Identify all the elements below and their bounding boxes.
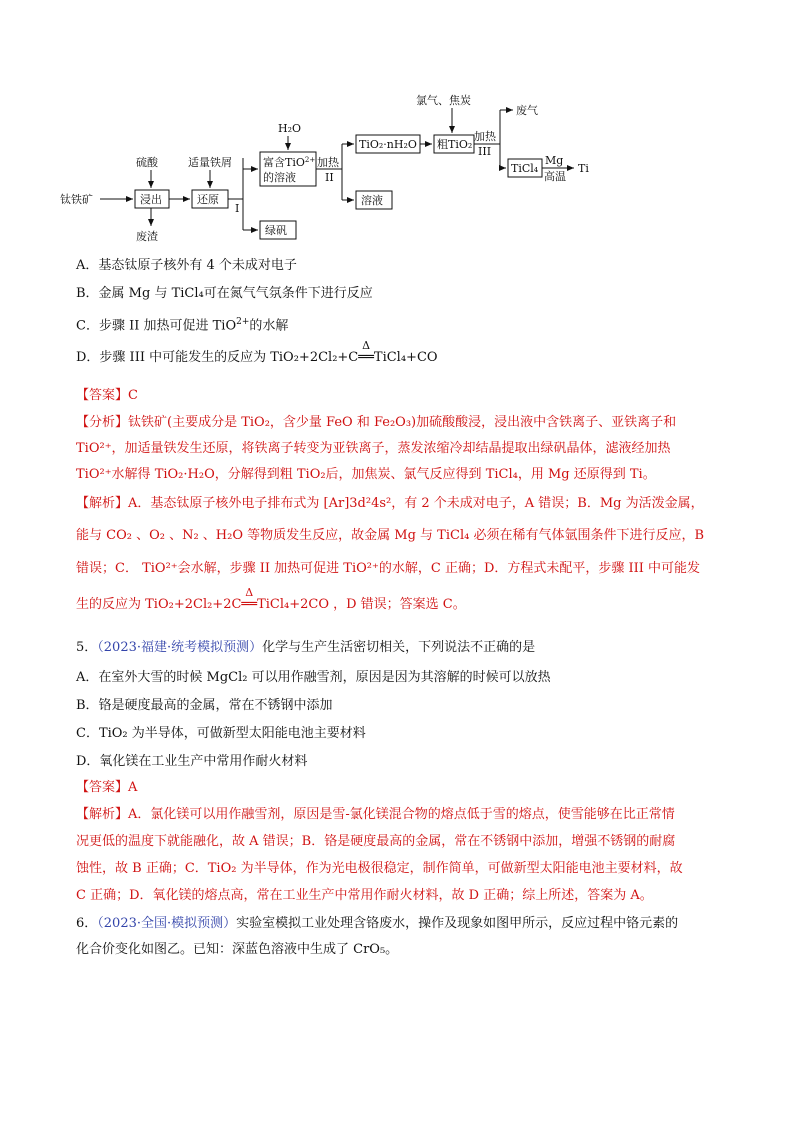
q5-option-c: C．TiO₂ 为半导体，可做新型太阳能电池主要材料 — [76, 726, 366, 741]
q4-option-d: D．步骤 III 中可能发生的反应为 TiO₂+2Cl₂+C Δ ══TiCl₄+CO — [76, 339, 438, 365]
q5-option-d: D．氧化镁在工业生产中常用作耐火材料 — [76, 754, 308, 769]
product-ti-label: Ti — [578, 162, 589, 175]
heat-three-label: 加热 — [474, 130, 496, 143]
q6-source-tag: （2023·全国·模拟预测） — [97, 916, 237, 931]
q4-explain-line3: 错误；C． TiO²⁺会水解，步骤 II 加热可促进 TiO²⁺的水解，C 正确；D．方程式未配平，步骤 III 中可能发 — [76, 561, 701, 576]
q4-explain-line2: 能与 CO₂ 、O₂ 、N₂ 、H₂O 等物质发生反应，故金属 Mg 与 TiCl₄ 必须在稀有气体氩围条件下进行反应，B — [76, 528, 704, 543]
heat-two-label: 加热 — [317, 156, 339, 169]
q4-explain-line1: 【解析】A．基态钛原子核外电子排布式为 [Ar]3d²4s²，有 2 个未成对电子，A 错误；B．Mg 为活泼金属， — [76, 496, 704, 511]
q5-stem: 5．（2023·福建·统考模拟预测）化学与生产生活密切相关，下列说法不正确的是 — [76, 640, 536, 655]
ticl4-label: TiCl₄ — [511, 162, 539, 175]
water-label: H₂O — [278, 122, 302, 135]
q4-option-a: A．基态钛原子核外有 4 个未成对电子 — [76, 258, 297, 273]
step-one-label: I — [235, 202, 240, 215]
step-two-label: II — [325, 171, 334, 184]
hydrate-label: TiO₂·nH₂O — [359, 138, 417, 151]
q6-stem-line2: 化合价变化如图乙。已知：深蓝色溶液中生成了 CrO₅。 — [76, 942, 399, 957]
high-temp-label: 高温 — [544, 170, 566, 183]
q5-answer: 【答案】A — [76, 780, 138, 795]
solution-two-label: 溶液 — [361, 194, 383, 207]
solution-box-line2: 的溶液 — [263, 171, 296, 184]
q4-explain-line4: 生的反应为 TiO₂+2Cl₂+2C Δ ══TiCl₄+2CO ，D 错误；答案选 C。 — [76, 586, 466, 612]
chlorine-coke-label: 氯气、焦炭 — [416, 94, 471, 107]
q6-stem-line1: 6．（2023·全国·模拟预测）实验室模拟工业处理含铬废水，操作及现象如图甲所示，反应过程中铬元素的 — [76, 916, 679, 931]
reduce-label: 还原 — [197, 193, 219, 206]
solution-box-line1: 富含TiO$^{2+}$ — [263, 156, 316, 169]
reagent-sulfuric-acid: 硫酸 — [136, 156, 158, 169]
waste-residue: 废渣 — [136, 230, 158, 243]
q5-explain-line3: 蚀性，故 B 正确；C．TiO₂ 为半导体，作为光电极很稳定，制作简单，可做新型太阳能电池主要材料，故 — [76, 861, 683, 876]
reagent-iron-filings: 适量铁屑 — [188, 156, 232, 169]
q5-explain-line1: 【解析】A．氯化镁可以用作融雪剂，原因是雪-氯化镁混合物的熔点低于雪的熔点，使雪能够在比正常情 — [76, 807, 675, 822]
q4-analysis-line3: TiO²⁺水解得 TiO₂·H₂O，分解得到粗 TiO₂后，加焦炭、氯气反应得到 TiCl₄，用 Mg 还原得到 Ti。 — [76, 467, 656, 482]
q4-analysis-line1: 【分析】钛铁矿(主要成分是 TiO₂，含少量 FeO 和 Fe₂O₃)加硫酸酸浸，浸出液中含铁离子、亚铁离子和 — [76, 415, 677, 430]
mg-label: Mg — [545, 154, 564, 167]
step-three-label: III — [478, 145, 492, 158]
q5-explain-line4: C 正确；D．氧化镁的熔点高，常在工业生产中常用作耐火材料，故 D 正确；综上所述，答案为 A。 — [76, 888, 653, 903]
process-flow-diagram — [60, 88, 620, 248]
crude-tio2-label: 粗TiO₂ — [437, 138, 473, 151]
source-label: 钛铁矿 — [60, 193, 93, 206]
exhaust-label: 废气 — [516, 104, 538, 117]
q4-analysis-line2: TiO²⁺，加适量铁发生还原，将铁离子转变为亚铁离子，蒸发浓缩冷却结晶提取出绿矾晶体，滤液经加热 — [76, 441, 671, 456]
q5-option-a: A．在室外大雪的时候 MgCl₂ 可以用作融雪剂，原因是因为其溶解的时候可以放热 — [76, 670, 551, 685]
q4-answer: 【答案】C — [76, 388, 138, 403]
q5-option-b: B．铬是硬度最高的金属，常在不锈钢中添加 — [76, 698, 333, 713]
green-vitriol-label: 绿矾 — [265, 224, 287, 237]
q5-source-tag: （2023·福建·统考模拟预测） — [97, 640, 263, 655]
q4-option-c: C．步骤 II 加热可促进 TiO$^{2+}$的水解 — [76, 317, 289, 334]
leach-label: 浸出 — [140, 193, 162, 206]
q4-option-b: B．金属 Mg 与 TiCl₄可在氮气气氛条件下进行反应 — [76, 286, 373, 301]
q5-explain-line2: 况更低的温度下就能融化，故 A 错误；B．铬是硬度最高的金属，常在不锈钢中添加，增强不锈钢的耐腐 — [76, 834, 676, 849]
